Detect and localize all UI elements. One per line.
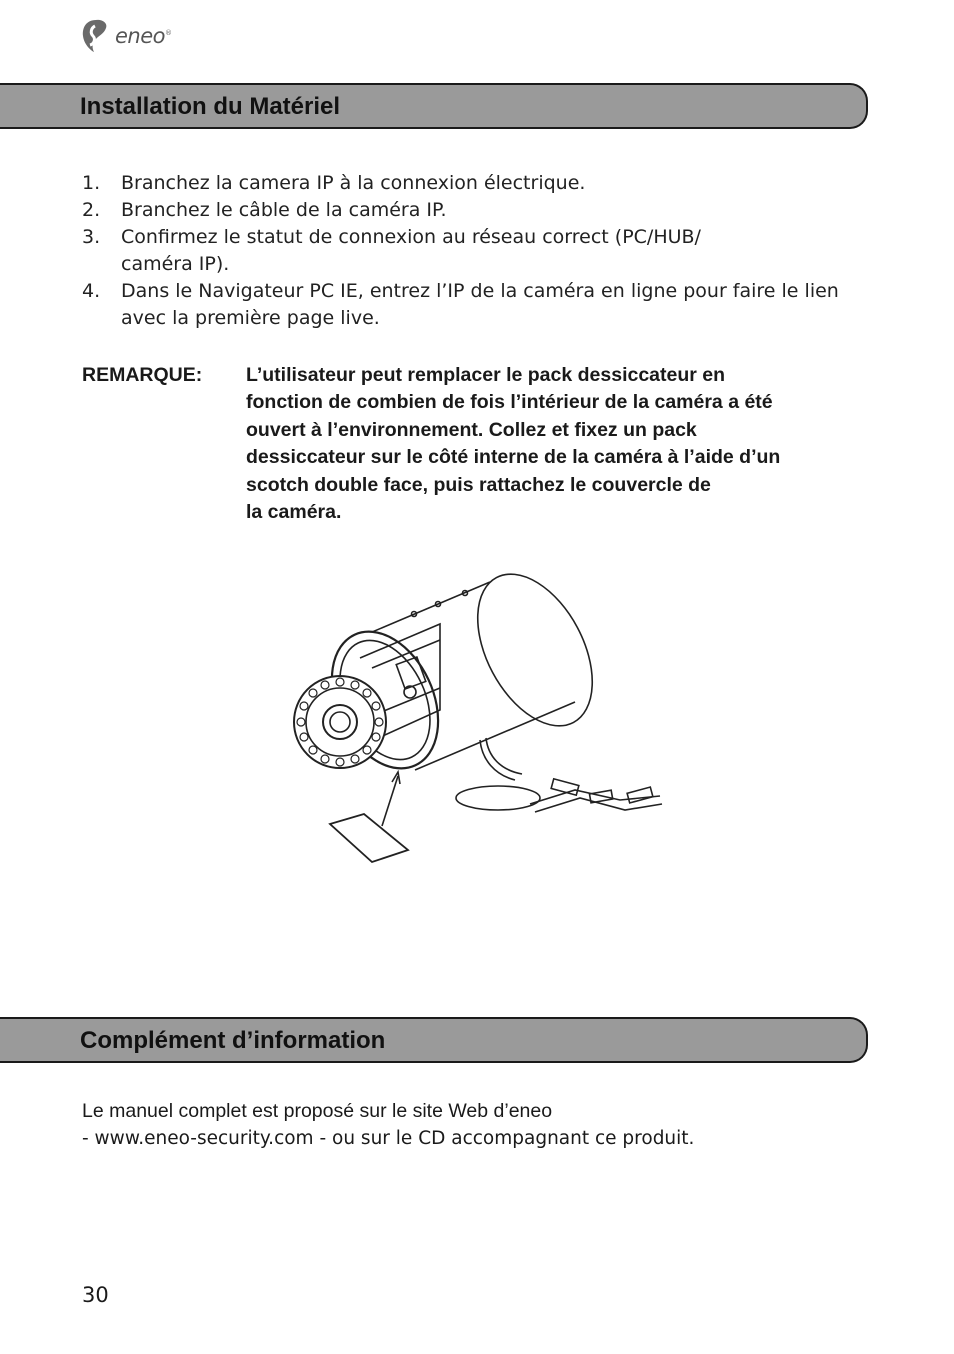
installation-steps-list [82, 170, 872, 332]
list-item [82, 278, 872, 332]
remark-line: la caméra. [246, 501, 342, 524]
section-header-installation [0, 83, 868, 129]
list-item [82, 197, 872, 224]
list-item [82, 224, 872, 278]
remark-line: ouvert à l’environnement. Collez et fixez un pack [246, 418, 697, 441]
section-title: Installation du Matériel [80, 93, 341, 120]
step-number: 2. [82, 199, 101, 221]
step-text: Dans le Navigateur PC IE, entrez l’IP de la caméra en ligne pour faire le lien avec la première page live. [121, 280, 839, 329]
step-number: 3. [82, 226, 101, 248]
step-number: 1. [82, 172, 101, 194]
remark-note [82, 362, 882, 526]
remark-line: fonction de combien de fois l’intérieur de la caméra a été [246, 391, 773, 414]
remark-line: scotch double face, puis rattachez le couvercle de [246, 473, 711, 496]
info-line-website: - www.eneo-security.com - ou sur le CD accompagnant ce produit. [82, 1128, 695, 1149]
step-text: Confirmez le statut de connexion au réseau correct (PC/HUB/ caméra IP). [121, 226, 701, 275]
section-title: Complément d’information [80, 1027, 386, 1054]
list-item [82, 170, 872, 197]
step-number: 4. [82, 280, 101, 302]
remark-line: dessiccateur sur le côté interne de la caméra à l’aide d’un [246, 446, 781, 469]
camera-desiccant-illustration [290, 560, 670, 870]
remark-label: REMARQUE: [82, 364, 203, 386]
step-text: Branchez la camera IP à la connexion électrique. [121, 172, 586, 194]
page-number: 30 [82, 1283, 109, 1307]
eneo-logo-icon [80, 18, 112, 54]
camera-figure [290, 560, 670, 875]
remark-text [246, 362, 780, 526]
remark-line: L’utilisateur peut remplacer le pack dessiccateur en [246, 364, 726, 386]
logo-wordmark: eneo® [115, 24, 172, 48]
info-line: Le manuel complet est proposé sur le site Web d’eneo [82, 1100, 553, 1122]
step-text: Branchez le câble de la caméra IP. [121, 199, 447, 221]
brand-logo [80, 18, 172, 54]
section-header-complement [0, 1017, 868, 1063]
info-paragraph [82, 1097, 694, 1153]
